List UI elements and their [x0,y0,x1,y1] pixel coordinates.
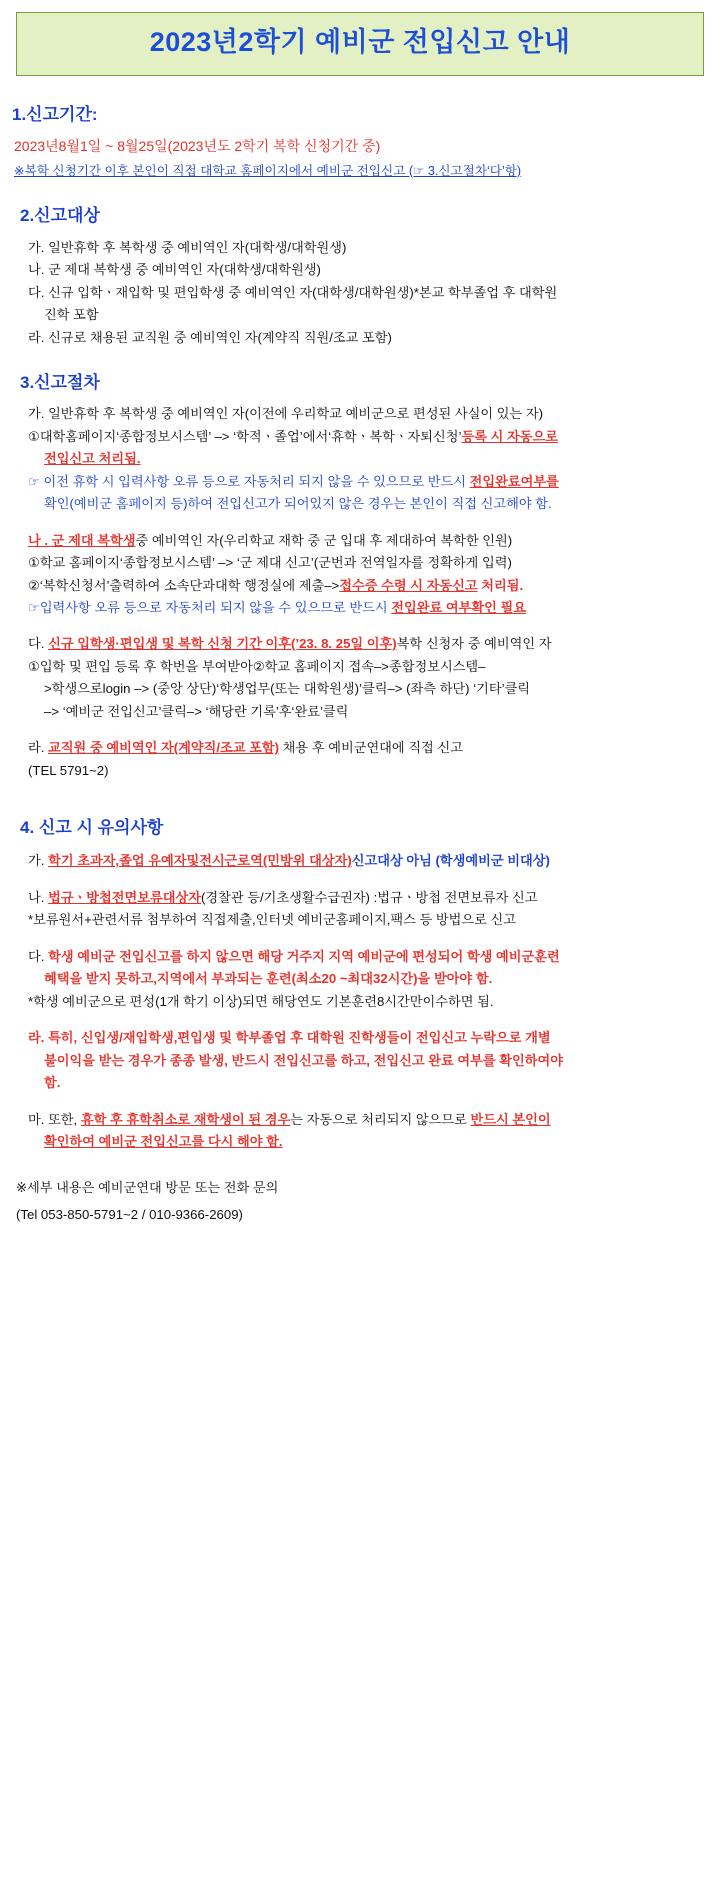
section-3-c-step-2: >학생으로login –> (중앙 상단)‘학생업무(또는 대학원생)’클릭–> (좌측 하단) ‘기타’클릭 [44,681,531,697]
section-3-a-note-1-emph: 전입완료여부를 [469,473,559,489]
section-2-item: 다. 신규 입학ㆍ재입학 및 편입학생 중 예비역인 자(대학생/대학원생)*본교 학부졸업 후 대학원 [28,284,558,300]
section-4-heading: 4. 신고 시 유의사항 [20,818,164,838]
section-3-d-prefix: 라. [28,740,49,756]
section-3-b-note-text: ☞입력사항 오류 등으로 자동처리 되지 않을 수 있으므로 반드시 [28,599,392,615]
section-1-heading: 1.신고기간: [12,104,98,124]
footer-contact-line-2: (Tel 053-850-5791~2 / 010-9366-2609) [16,1206,243,1222]
section-3-c-title-text: 복학 신청자 중 예비역인 자 [396,636,552,652]
section-3-b-title [10,531,710,551]
footer-contact-line-1: ※세부 내용은 예비군연대 방문 또는 전화 문의 [16,1180,279,1196]
section-4-b-prefix: 나. [28,889,49,905]
footer-contact [10,1178,710,1225]
section-4-b-note: *보류원서+관련서류 첨부하여 직접제출,인터넷 예비군홈페이지,팩스 등 방법으로 신고 [28,912,517,928]
section-4-e-emph-1: 휴학 후 휴학취소로 재학생이 된 경우 [80,1111,291,1127]
section-4-b-text: (경찰관 등/기초생활수급권자) :법규ㆍ방첩 전면보류자 신고 [200,889,538,905]
section-4-a-prefix: 가. [28,853,49,869]
page-title: 2023년2학기 예비군 전입신고 안내 [149,27,571,57]
section-3-c-step-1: ①입학 및 편입 등록 후 학번을 부여받아②학교 홈페이지 접속–>종합정보시스템– [28,658,486,674]
section-4-a-emph: 학기 초과자,졸업 유예자및전시근로역(민방위 대상자) [48,853,352,869]
section-3-b-step-2 [10,576,710,596]
section-4-d-line-1: 라. 특히, 신입생/재입학생,편입생 및 학부졸업 후 대학원 진학생들이 전입신고 누락으로 개별 [28,1030,551,1046]
section-2-item: 라. 신규로 채용된 교직원 중 예비역인 자(계약직 직원/조교 포함) [28,329,392,345]
section-3-c-title [10,634,710,654]
section-3-b-step-2-tail: 처리됨. [477,577,524,593]
section-2-item-cont: 진학 포함 [44,307,99,323]
section-1-period: 2023년8월1일 ~ 8월25일(2023년도 2학기 복학 신청기간 중) [14,138,381,155]
section-3-c-step-3: –> ‘예비군 전입신고’클릭–> ‘해당란 기록’후‘완료’클릭 [44,703,349,719]
section-4-e-prefix: 마. 또한, [28,1111,81,1127]
section-4-d-line-3: 함. [44,1075,61,1091]
section-4-e-text: 는 자동으로 처리되지 않으므로 [290,1111,471,1127]
section-3-b-note-emph: 전입완료 여부확인 필요 [391,599,526,615]
section-3-b-step-2-text: ②‘복학신청서’출력하여 소속단과대학 행정실에 제출–> [28,577,340,593]
section-3-d-emph: 교직원 중 예비역인 자(계약직/조교 포함) [48,740,280,756]
section-3-a-step-1 [10,427,710,447]
section-4-e-line-2: 확인하여 예비군 전입신고를 다시 해야 함. [44,1134,283,1150]
section-4-c [10,947,710,967]
section-4-e-line-1 [10,1110,710,1130]
document-title-banner [16,12,704,76]
section-4-c-cont: 혜택을 받지 못하고,지역에서 부과되는 훈련(최소20 ~최대32시간)을 받아야 함. [44,971,493,987]
section-3-c-title-emph: 신규 입학생·편입생 및 복학 신청 기간 이후(’23. 8. 25일 이후) [48,636,397,652]
section-3-a-step-1-cont: 전입신고 처리됨. [44,451,141,467]
section-4-b-emph: 법규ㆍ방첩전면보류대상자 [48,889,201,905]
section-4-c-emph: 학생 예비군 전입신고를 하지 않으면 해당 거주지 지역 예비군에 편성되어 학생 예비군훈련 [48,948,560,964]
section-3-heading: 3.신고절차 [20,373,100,392]
section-3-d-text: 채용 후 예비군연대에 직접 신고 [279,740,463,756]
section-3-d [10,738,710,758]
section-3-c-title-prefix: 다. [28,636,49,652]
section-2-item: 가. 일반휴학 후 복학생 중 예비역인 자(대학생/대학원생) [28,239,347,255]
section-3-b-title-emph: 나 . 군 제대 복학생 [28,532,136,548]
section-4-a-text: 신고대상 아님 (학생예비군 비대상) [351,853,550,869]
section-3-b-title-text: 중 예비역인 자(우리학교 재학 중 군 입대 후 제대하여 복학한 인원) [135,532,513,548]
section-2-item: 나. 군 제대 복학생 중 예비역인 자(대학생/대학원생) [28,262,321,278]
section-4-c-note: *학생 예비군으로 편성(1개 학기 이상)되면 해당연도 기본훈련8시간만이수하면 됨. [28,993,494,1009]
section-4-b [10,888,710,908]
section-3-b-step-1: ①학교 홈페이지‘종합정보시스템’ –> ‘군 제대 신고’(군번과 전역일자를 정확하게 입력) [28,555,512,571]
section-3-a-title: 가. 일반휴학 후 복학생 중 예비역인 자(이전에 우리학교 예비군으로 편성된 사실이 있는 자) [28,406,544,422]
section-4-e-emph-2: 반드시 본인이 [470,1111,551,1127]
section-1-note: ※복학 신청기간 이후 본인이 직접 대학교 홈페이지에서 예비군 전입신고 (☞ 3.신고절차‘다’항) [14,163,522,178]
section-3-a-step-1-emph: 등록 시 자동으로 [461,428,558,444]
section-3-b-note [10,598,710,618]
section-3-a-step-1-text: ①대학홈페이지‘종합정보시스템’ –> ‘학적ㆍ졸업’에서‘휴학ㆍ복학ㆍ자퇴신청’ [28,428,462,444]
section-3-d-tel: (TEL 5791~2) [28,762,109,778]
section-3-b-step-2-emph: 접수증 수령 시 자동신고 [339,577,478,593]
section-4-c-prefix: 다. [28,948,49,964]
section-3-a-note-2: 확인(예비군 홈페이지 등)하여 전입신고가 되어있지 않은 경우는 본인이 직접 신고해야 함. [44,496,552,512]
section-3-a-note-1-text: ☞ 이전 휴학 시 입력사항 오류 등으로 자동처리 되지 않을 수 있으므로 반드시 [28,473,470,489]
section-3-a-note-1 [10,472,710,492]
section-4-a [10,851,710,871]
section-4-d-line-2: 불이익을 받는 경우가 종종 발생, 반드시 전입신고를 하고, 전입신고 완료 여부를 확인하여야 [44,1052,563,1068]
section-2-heading: 2.신고대상 [20,206,100,226]
